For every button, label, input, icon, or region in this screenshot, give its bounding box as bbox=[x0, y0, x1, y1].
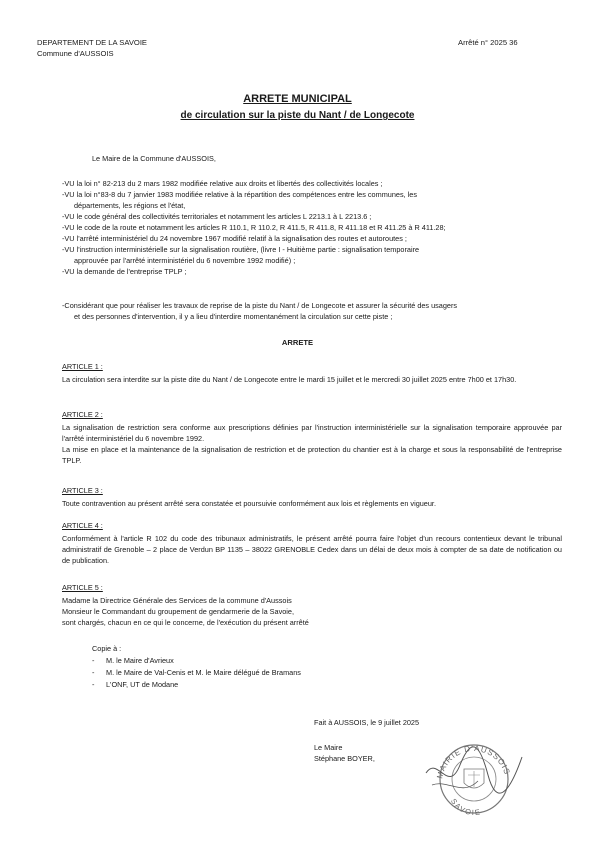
article-paragraph: Conformément à l'article R 102 du code des tribunaux administratifs, le présent arrêté pourra faire l'objet d'un recours contentieux devant le tribunal administratif de Grenoble – 2 place de Verdun BP 1135 – 38022 GRENOBLE Cedex dans un délai de deux mois à compter de sa date de notification ou de publication. bbox=[62, 534, 562, 565]
article-paragraph: Toute contravention au présent arrêté sera constatée et poursuivie conformément aux lois et règlements en vigueur. bbox=[62, 499, 436, 508]
article-paragraph: sont chargés, chacun en ce qui le concerne, de l'exécution du présent arrêté bbox=[62, 618, 309, 627]
article-3-body bbox=[62, 498, 562, 509]
document-title: ARRETE MUNICIPAL bbox=[243, 93, 352, 105]
vu-item: -VU la loi n°83-8 du 7 janvier 1983 modifiée relative à la répartition des compétences entre les communes, les bbox=[62, 190, 417, 199]
signatory-role: Le Maire bbox=[314, 743, 343, 752]
article-paragraph: La circulation sera interdite sur la piste dite du Nant / de Longecote entre le mardi 15 juillet et le mercredi 30 juillet 2025 entre 7h00 et 17h30. bbox=[62, 375, 517, 384]
article-5-body bbox=[62, 595, 562, 628]
article-paragraph: Madame la Directrice Générale des Services de la commune d'Aussois bbox=[62, 596, 292, 605]
article-paragraph: La mise en place et la maintenance de la signalisation de restriction et de protection du chantier est à la charge et sous la responsabilité de l'entreprise TPLP. bbox=[62, 445, 562, 465]
article-paragraph: Monsieur le Commandant du groupement de gendarmerie de la Savoie, bbox=[62, 607, 295, 616]
vu-item: -VU le code de la route et notamment les articles R 110.1, R 110.2, R 411.5, R 411.8, R 411.18 et R 411.25 à R 411.28; bbox=[62, 223, 446, 232]
vu-item: -VU l'arrêté interministériel du 24 novembre 1967 modifié relatif à la signalisation des routes et autoroutes ; bbox=[62, 234, 407, 243]
considerant-line: -Considérant que pour réaliser les travaux de reprise de la piste du Nant / de Longecote et assurer la sécurité des usagers bbox=[62, 301, 458, 310]
article-1-body bbox=[62, 374, 562, 385]
vu-item: -VU le code général des collectivités territoriales et notamment les articles L 2213.1 à L 2213.6 ; bbox=[62, 212, 372, 221]
article-1-label: ARTICLE 1 : bbox=[62, 362, 103, 371]
article-paragraph: La signalisation de restriction sera conforme aux prescriptions définies par l'instruction interministérielle sur la signalisation temporaire approuvée par l'arrêté interministériel du 6 novembre 1992. bbox=[62, 423, 562, 443]
article-2-body bbox=[62, 422, 562, 466]
document-subtitle: de circulation sur la piste du Nant / de Longecote bbox=[180, 110, 415, 121]
copy-recipient: - M. le Maire de Val-Cenis et M. le Maire délégué de Bramans bbox=[92, 668, 301, 677]
article-2-label: ARTICLE 2 : bbox=[62, 410, 103, 419]
considerant-line: et des personnes d'intervention, il y a lieu d'interdire momentanément la circulation sur cette piste ; bbox=[74, 312, 393, 321]
copies-block bbox=[62, 643, 301, 691]
header-commune: Commune d'AUSSOIS bbox=[37, 49, 114, 58]
copy-recipient: - L'ONF, UT de Modane bbox=[92, 680, 179, 689]
signatory-name: Stéphane BOYER, bbox=[314, 754, 375, 763]
arrete-number: Arrêté n° 2025 36 bbox=[458, 38, 518, 47]
header-department: DEPARTEMENT DE LA SAVOIE bbox=[37, 38, 148, 47]
article-4-body bbox=[62, 533, 562, 566]
vu-item-continuation: départements, les régions et l'état, bbox=[74, 201, 186, 210]
intro-text: Le Maire de la Commune d'AUSSOIS, bbox=[92, 154, 216, 163]
stamp-text-top: MAIRIE D'AUSSOIS bbox=[435, 743, 512, 780]
vu-item-continuation: approuvée par l'arrêté interministériel du 6 novembre 1992 modifié) ; bbox=[74, 256, 296, 265]
arrete-heading: ARRETE bbox=[281, 338, 314, 347]
svg-text:SAVOIE bbox=[449, 797, 482, 817]
vu-item: -VU l'instruction interministérielle sur la signalisation routière, (livre I - Huitième partie : signalisation temporaire bbox=[62, 245, 420, 254]
copy-recipient: - M. le Maire d'Avrieux bbox=[92, 656, 174, 665]
article-5-label: ARTICLE 5 : bbox=[62, 583, 103, 592]
mairie-stamp bbox=[418, 735, 530, 819]
vu-item: -VU la loi n° 82-213 du 2 mars 1982 modifiée relative aux droits et libertés des collectivités locales ; bbox=[62, 179, 383, 188]
article-4-label: ARTICLE 4 : bbox=[62, 521, 103, 530]
stamp-text-bottom: SAVOIE bbox=[448, 796, 483, 818]
place-date: Fait à AUSSOIS, le 9 juillet 2025 bbox=[314, 718, 420, 727]
svg-text:MAIRIE D'AUSSOIS bbox=[435, 744, 512, 780]
considerant bbox=[62, 300, 562, 322]
vu-item: -VU la demande de l'entreprise TPLP ; bbox=[62, 267, 187, 276]
copies-heading: Copie à : bbox=[92, 644, 122, 653]
vu-list bbox=[62, 178, 562, 277]
article-3-label: ARTICLE 3 : bbox=[62, 486, 103, 495]
